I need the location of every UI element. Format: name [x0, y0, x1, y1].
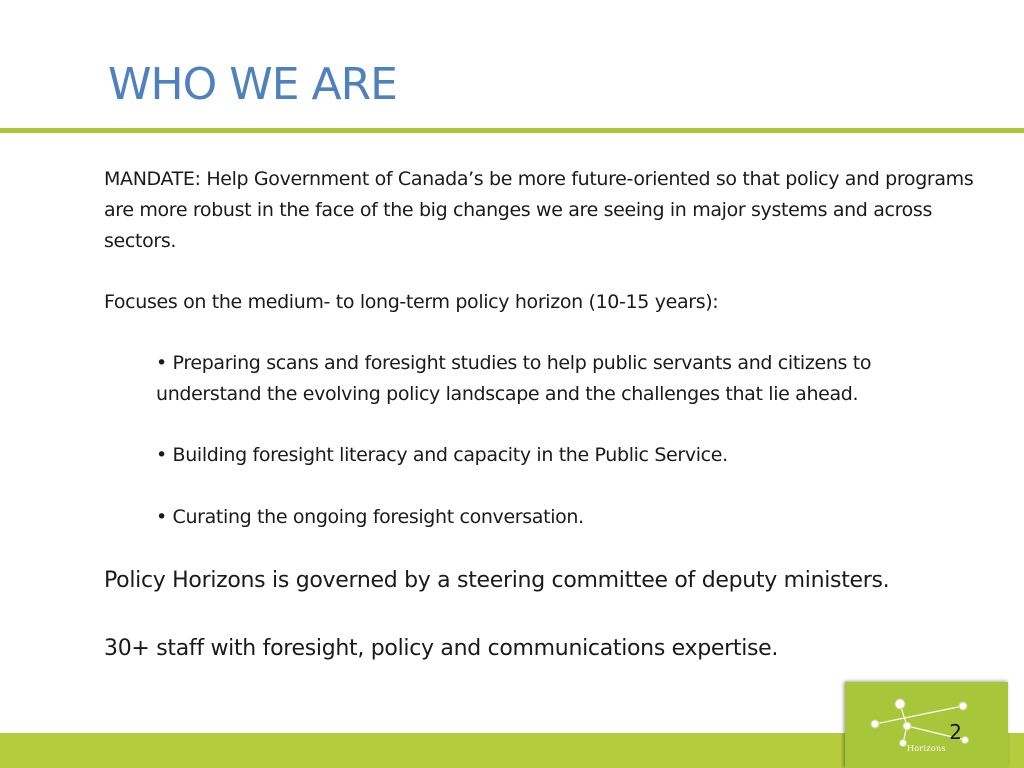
- bullet-item-curating: • Curating the ongoing foresight conversation.: [156, 506, 584, 528]
- bullet-item-scans: • Preparing scans and foresight studies to help public servants and citizens to understand the evolving policy landscape and the challenges that lie ahead.: [156, 352, 872, 405]
- page-badge: [845, 682, 1008, 768]
- bullet-item-literacy: • Building foresight literacy and capacity in the Public Service.: [156, 444, 728, 466]
- page-number: 2: [949, 720, 962, 744]
- focus-paragraph: Focuses on the medium- to long-term policy horizon (10-15 years):: [104, 291, 719, 313]
- title-underline: [0, 128, 1024, 133]
- governance-statement: Policy Horizons is governed by a steering committee of deputy ministers.: [104, 568, 890, 593]
- horizons-logo-icon: [845, 682, 1008, 768]
- logo-text: Horizons: [907, 744, 946, 753]
- slide-title: WHO WE ARE: [108, 59, 397, 110]
- staff-statement: 30+ staff with foresight, policy and communications expertise.: [104, 636, 779, 661]
- mandate-paragraph: MANDATE: Help Government of Canada’s be more future-oriented so that policy and programs are more robust in the face of the big changes we are seeing in major systems and across sectors.: [104, 168, 974, 252]
